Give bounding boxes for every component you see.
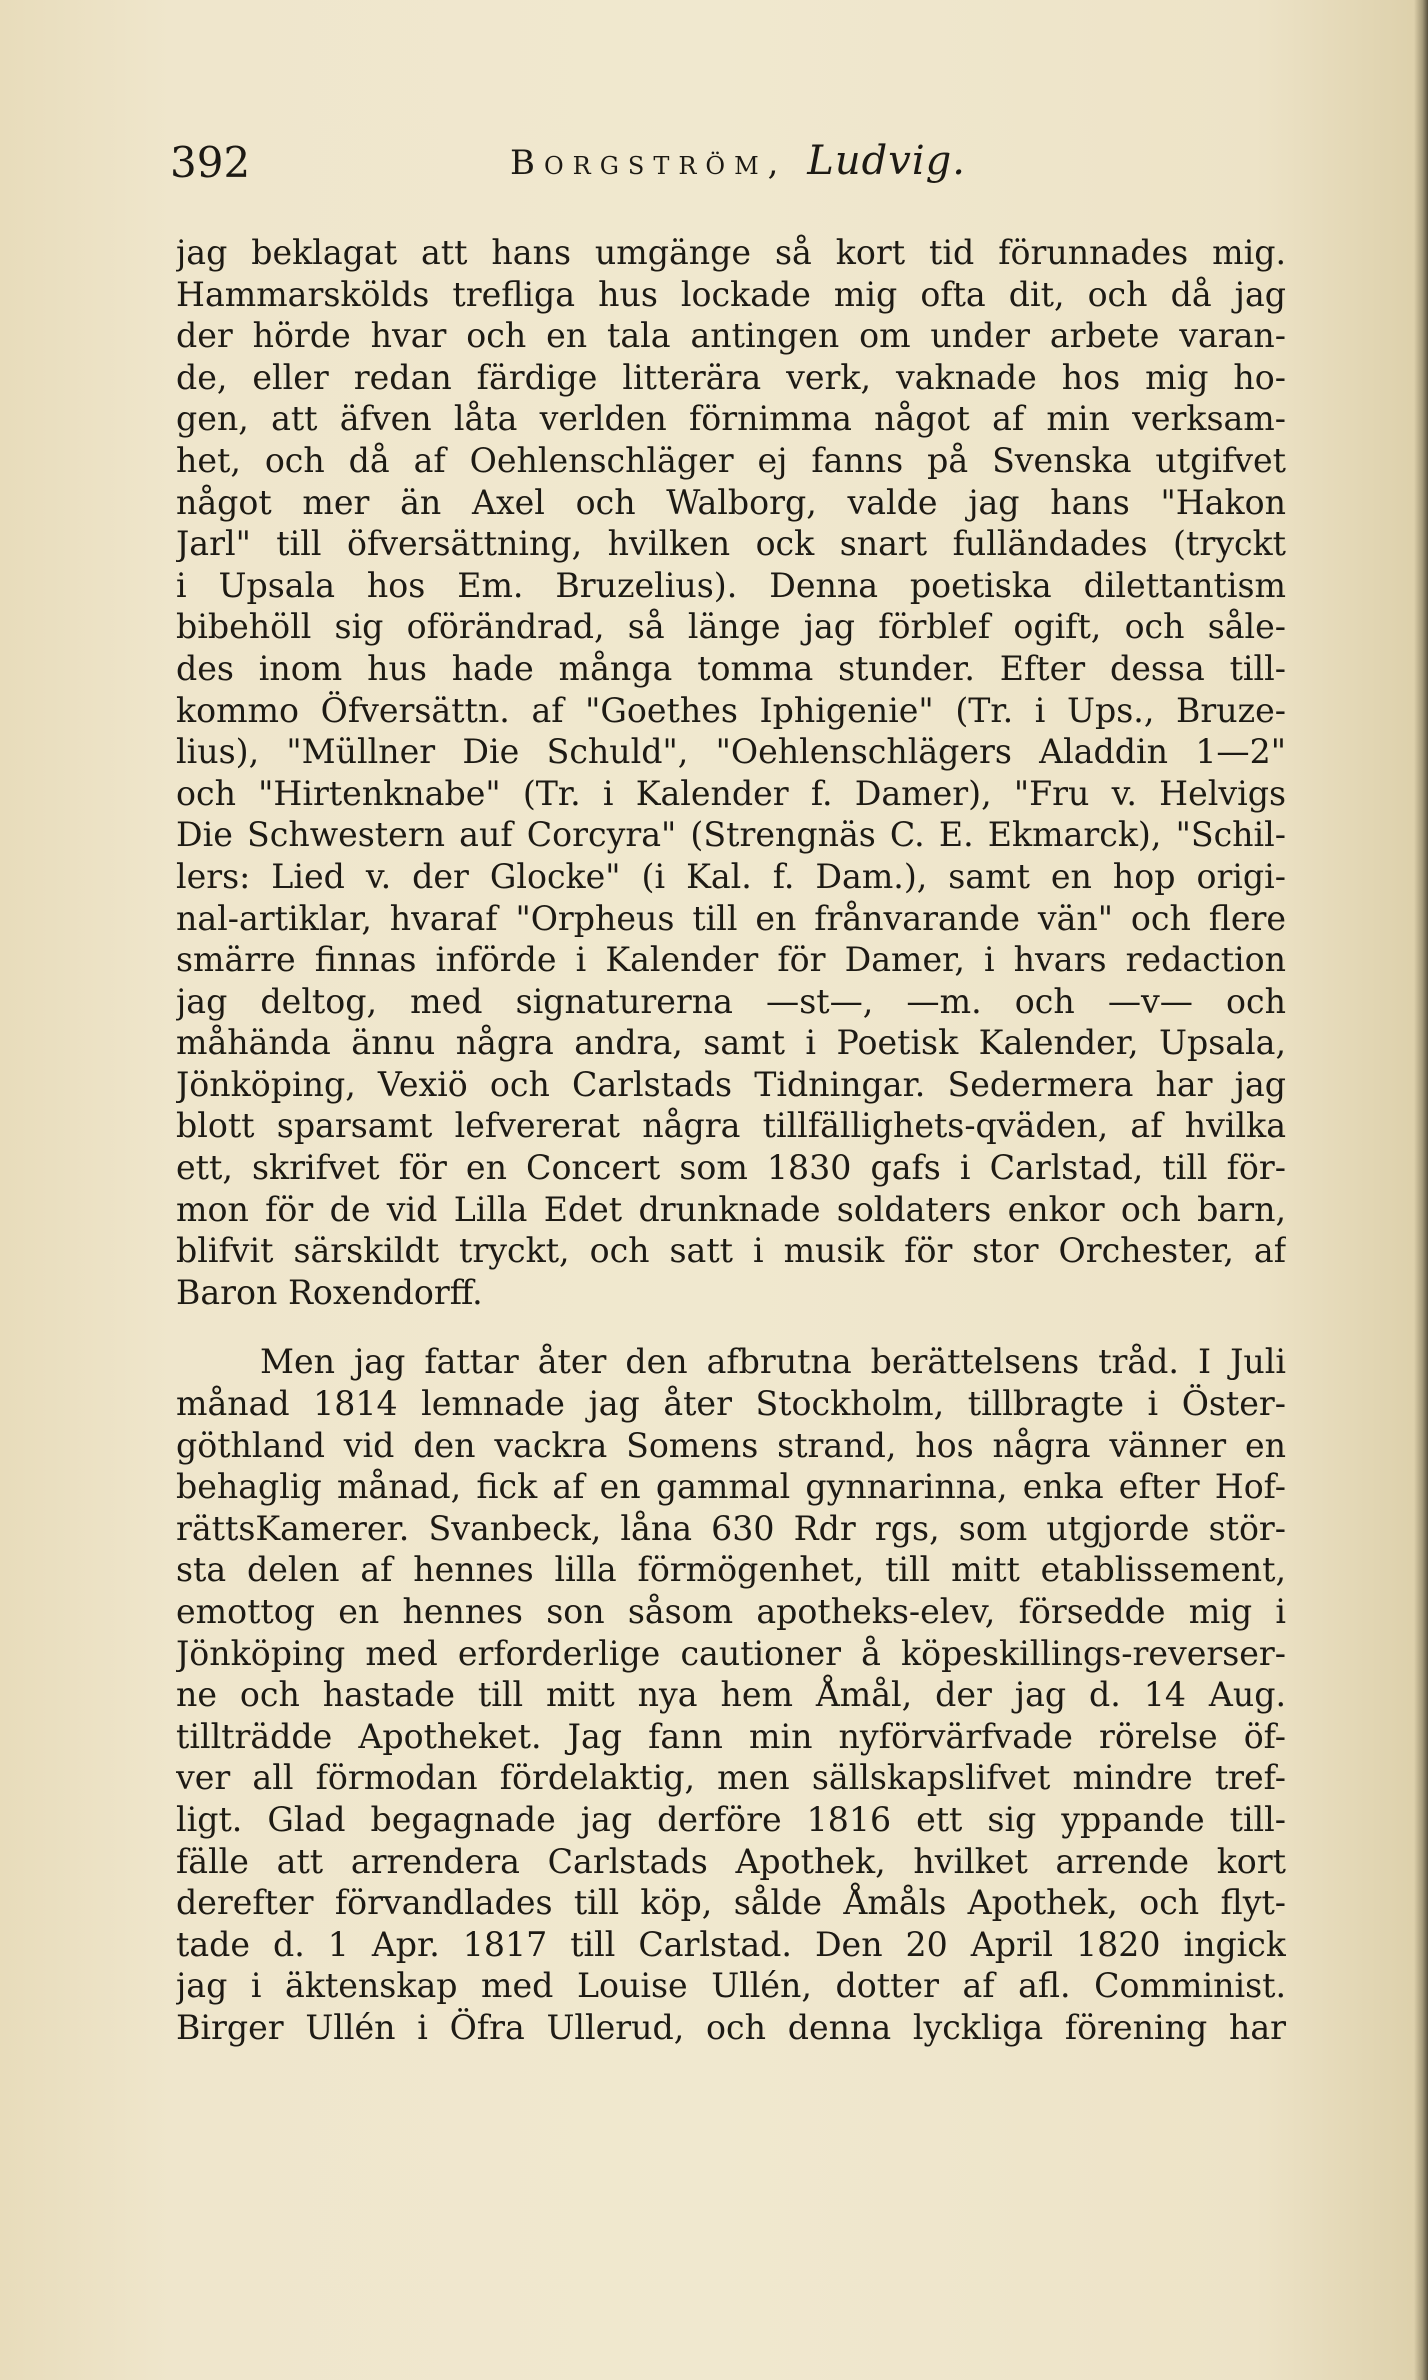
text-line: der hörde hvar och en tala antingen om under arbete varan- [176, 316, 1286, 356]
text-line: ne och hastade till mitt nya hem Åmål, der jag d. 14 Aug. [176, 1675, 1286, 1715]
running-head [170, 138, 1270, 208]
text-line: behaglig månad, fick af en gammal gynnarinna, enka efter Hof- [176, 1467, 1286, 1507]
text-line: lius), "Müllner Die Schuld", "Oehlenschlägers Aladdin 1—2" [176, 732, 1286, 772]
page-edge-shadow [1414, 0, 1428, 2380]
text-line: Die Schwestern auf Corcyra" (Strengnäs C. E. Ekmarck), "Schil- [176, 815, 1286, 855]
text-line: månad 1814 lemnade jag åter Stockholm, tillbragte i Öster- [176, 1384, 1286, 1424]
text-line: kommo Öfversättn. af "Goethes Iphigenie" (Tr. i Ups., Bruze- [176, 690, 1286, 730]
text-line: fälle att arrendera Carlstads Apothek, hvilket arrende kort [176, 1841, 1286, 1881]
running-title [510, 138, 966, 184]
body-text [176, 232, 1286, 2049]
text-line: ett, skrifvet för en Concert som 1830 gafs i Carlstad, till för- [176, 1148, 1286, 1188]
text-line: de, eller redan färdige litterära verk, vaknade hos mig ho- [176, 357, 1286, 397]
text-line: tillträdde Apotheket. Jag fann min nyförvärfvade rörelse öf- [176, 1716, 1286, 1756]
text-line: blifvit särskildt tryckt, och satt i musik för stor Orchester, af [176, 1231, 1286, 1271]
text-line: emottog en hennes son såsom apotheks-elev, försedde mig i [176, 1592, 1286, 1631]
text-line: tade d. 1 Apr. 1817 till Carlstad. Den 20 April 1820 ingick [176, 1924, 1286, 1964]
text-line: smärre finnas införde i Kalender för Damer, i hvars redaction [176, 940, 1286, 980]
text-line: måhända ännu några andra, samt i Poetisk Kalender, Upsala, [176, 1023, 1286, 1063]
text-line: Baron Roxendorff. [176, 1272, 483, 1312]
running-title-given-name: Ludvig. [807, 138, 966, 184]
text-line: gen, att äfven låta verlden förnimma något af min verksam- [176, 399, 1286, 439]
text-line: jag beklagat att hans umgänge så kort tid förunnades mig. [176, 233, 1286, 272]
page-number: 392 [170, 138, 251, 187]
text-line: och "Hirtenknabe" (Tr. i Kalender f. Damer), "Fru v. Helvigs [176, 773, 1286, 813]
text-line: het, och då af Oehlenschläger ej fanns på Svenska utgifvet [176, 440, 1286, 480]
text-line: Jarl" till öfversättning, hvilken ock snart fulländades (tryckt [176, 524, 1286, 564]
paragraph-2 [176, 1341, 1286, 2048]
text-line: Birger Ullén i Öfra Ullerud, och denna lyckliga förening har [176, 2007, 1286, 2047]
text-line: jag deltog, med signaturerna —st—, —m. och —v— och [176, 981, 1286, 1021]
text-line: rättsKamerer. Svanbeck, låna 630 Rdr rgs, som utgjorde stör- [176, 1508, 1286, 1548]
text-line: Jönköping, Vexiö och Carlstads Tidningar. Sedermera har jag [176, 1064, 1286, 1104]
text-line: något mer än Axel och Walborg, valde jag hans "Hakon [176, 482, 1286, 522]
text-line: Hammarskölds trefliga hus lockade mig ofta dit, och då jag [176, 274, 1286, 314]
text-line: Men jag fattar åter den afbrutna berättelsens tråd. I Juli [260, 1342, 1286, 1382]
text-line: mon för de vid Lilla Edet drunknade soldaters enkor och barn, [176, 1189, 1286, 1229]
text-line: i Upsala hos Em. Bruzelius). Denna poetiska dilettantism [176, 565, 1286, 605]
text-line: göthland vid den vackra Somens strand, hos några vänner en [176, 1425, 1286, 1465]
text-line: sta delen af hennes lilla förmögenhet, till mitt etablissement, [176, 1550, 1286, 1590]
running-title-surname: Borgström, [510, 143, 788, 183]
text-line: des inom hus hade många tomma stunder. Efter dessa till- [176, 648, 1286, 688]
paragraph-gap [176, 1313, 1286, 1341]
text-line: blott sparsamt lefvererat några tillfällighets-qväden, af hvilka [176, 1106, 1286, 1146]
text-line: nal-artiklar, hvaraf "Orpheus till en frånvarande vän" och flere [176, 898, 1286, 938]
text-line: jag i äktenskap med Louise Ullén, dotter af afl. Comminist. [176, 1966, 1286, 2006]
text-line: ligt. Glad begagnade jag derföre 1816 ett sig yppande till- [176, 1799, 1286, 1839]
text-line: bibehöll sig oförändrad, så länge jag förblef ogift, och såle- [176, 607, 1286, 647]
text-line: Jönköping med erforderlige cautioner å köpeskillings-reverser- [176, 1633, 1286, 1673]
text-line: derefter förvandlades till köp, sålde Åmåls Apothek, och flyt- [176, 1883, 1286, 1923]
text-line: lers: Lied v. der Glocke" (i Kal. f. Dam.), samt en hop origi- [176, 856, 1286, 896]
paragraph-1 [176, 232, 1286, 1313]
text-line: ver all förmodan fördelaktig, men sällskapslifvet mindre tref- [176, 1758, 1286, 1798]
